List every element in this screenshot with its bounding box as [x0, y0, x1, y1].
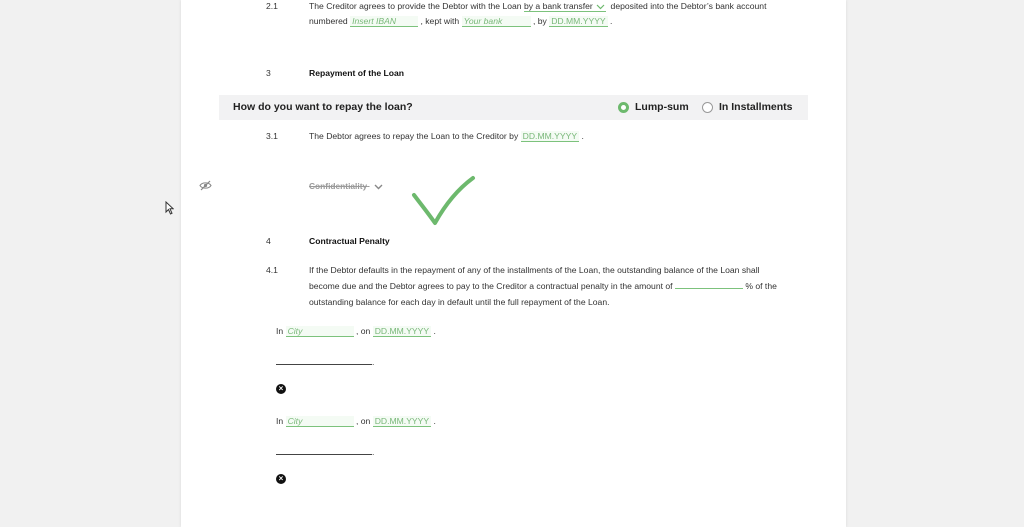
radio-checked-icon [618, 102, 629, 113]
section-title: Repayment of the Loan [309, 68, 405, 78]
text: If the Debtor defaults in the repayment of any of the installments of the Loan, the outstanding balance of the Loan shall [309, 265, 760, 275]
radio-label: In Installments [719, 101, 793, 113]
text: , on [355, 416, 371, 426]
section-4-1-text [309, 262, 789, 310]
signature-line[interactable] [276, 364, 372, 365]
remove-signature-icon[interactable]: × [276, 384, 286, 394]
text: , by [532, 16, 547, 26]
text: outstanding balance for each day in default until the full repayment of the Loan. [309, 297, 610, 307]
section-title: Confidentiality [309, 181, 368, 191]
text: In [276, 326, 284, 336]
section-number: 4.1 [266, 265, 278, 275]
penalty-percent-field[interactable] [675, 278, 743, 289]
section-number: 3.1 [266, 131, 278, 141]
text-line [309, 278, 789, 294]
checkmark-icon [410, 175, 478, 227]
radio-unchecked-icon [702, 102, 713, 113]
remove-signature-icon[interactable]: × [276, 474, 286, 484]
section-2-1-line-2 [309, 16, 612, 27]
question-text: How do you want to repay the loan? [233, 101, 413, 113]
text: become due and the Debtor agrees to pay to the Creditor a contractual penalty in the amount of [309, 281, 673, 291]
text: % of the [745, 281, 777, 291]
radio-lump-sum[interactable] [618, 101, 689, 113]
text: The Debtor agrees to repay the Loan to the Creditor by [309, 131, 519, 141]
repayment-question-bar [219, 95, 808, 120]
text: . [581, 131, 584, 141]
radio-installments[interactable] [702, 101, 793, 113]
confidentiality-section-toggle[interactable] [309, 181, 383, 191]
document-page [181, 0, 846, 527]
iban-field[interactable]: Insert IBAN [350, 16, 418, 27]
repay-date-field[interactable]: DD.MM.YYYY [522, 131, 578, 141]
section-2-1-line-1 [309, 1, 766, 12]
radio-label: Lump-sum [635, 101, 689, 113]
date-field[interactable]: DD.MM.YYYY [374, 416, 430, 426]
text: . [372, 357, 375, 367]
text: deposited into the Debtor’s bank account [610, 1, 767, 11]
section-3-1-text [309, 131, 584, 142]
text: In [276, 416, 284, 426]
signature-2-place-date [276, 416, 436, 427]
bank-field[interactable]: Your bank [462, 16, 531, 27]
city-field[interactable]: City [286, 326, 354, 337]
signature-1-place-date [276, 326, 436, 337]
chevron-down-icon [374, 184, 383, 190]
text: , on [355, 326, 371, 336]
text: The Creditor agrees to provide the Debtor with the Loan [309, 1, 522, 11]
transfer-method-dropdown[interactable] [524, 1, 606, 12]
eye-slash-icon[interactable] [199, 180, 212, 191]
text: . [433, 326, 436, 336]
text: numbered [309, 16, 348, 26]
section-number: 2.1 [266, 1, 278, 11]
section-number: 4 [266, 236, 271, 246]
text: . [610, 16, 613, 26]
section-number: 3 [266, 68, 271, 78]
text: . [433, 416, 436, 426]
chevron-down-icon [596, 4, 605, 10]
signature-line[interactable] [276, 454, 372, 455]
date-field[interactable]: DD.MM.YYYY [374, 326, 430, 336]
text: . [372, 447, 375, 457]
text: , kept with [420, 16, 460, 26]
dropdown-value: by a bank transfer [523, 1, 593, 11]
city-field[interactable]: City [286, 416, 354, 427]
mouse-cursor-icon [165, 201, 174, 215]
section-title: Contractual Penalty [309, 236, 390, 246]
date-field[interactable]: DD.MM.YYYY [551, 16, 606, 26]
